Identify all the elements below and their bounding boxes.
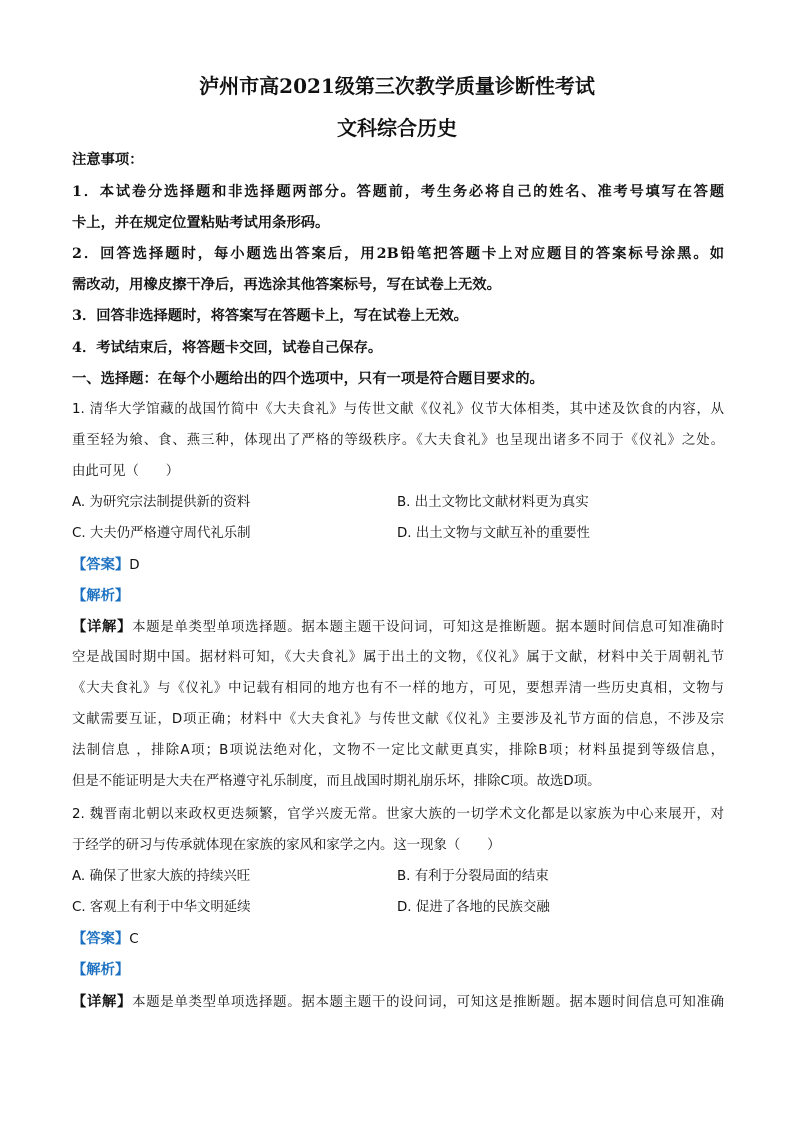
q2-option-b: B. 有利于分裂局面的结束 (397, 869, 549, 884)
answer-tag: 【答案】 (72, 557, 130, 573)
q1-detail-line (72, 617, 724, 638)
detail-text: 本题是单类型单项选择题。据本题主题干的设问词，可知这是推断题。据本题时间信息可知准确 (132, 995, 725, 1010)
q2-answer (72, 929, 724, 950)
q1-detail-line: 《大夫食礼》与《仪礼》中记载有相同的地方也有不一样的地方，可见，要想弄清一些历史真相，文物与 (72, 681, 724, 696)
detail-tag: 【详解】 (72, 619, 133, 635)
q1-detail-line: 文献需要互证，D项正确；材料中《大夫食礼》与传世文献《仪礼》主要涉及礼节方面的信息，不涉及宗 (72, 712, 724, 727)
answer-value: D (129, 558, 140, 573)
q2-option-d: D. 促进了各地的民族交融 (397, 900, 550, 915)
exam-subtitle: 文科综合历史 (337, 116, 457, 140)
q1-detail-line: 但是不能证明是大夫在严格遵守礼乐制度，而且战国时期礼崩乐坏，排除C项。故选D项。 (72, 774, 601, 789)
q1-option-c: C. 大夫仍严格遵守周代礼乐制 (72, 526, 251, 541)
q1-option-a: A. 为研究宗法制提供新的资料 (72, 495, 251, 510)
q1-detail-line: 法制信息 ，排除A项；B项说法绝对化，文物不一定比文献更真实，排除B项；材料虽提到等级信息， (72, 743, 724, 758)
analysis-tag: 【解析】 (72, 962, 130, 978)
answer-tag: 【答案】 (72, 931, 130, 947)
q1-analysis-tag (72, 586, 724, 606)
detail-text: 本题是单类型单项选择题。据本题主题干设问词，可知这是推断题。据本题时间信息可知准确时 (132, 620, 725, 635)
q1-answer (72, 555, 724, 576)
section-heading: 一、选择题：在每个小题给出的四个选项中，只有一项是符合题目要求的。 (72, 371, 544, 387)
notice-line: 1．本试卷分选择题和非选择题两部分。答题前，考生务必将自己的姓名、准考号填写在答题 (72, 184, 724, 200)
exam-title: 泸州市高2021级第三次教学质量诊断性考试 (199, 74, 595, 98)
notice-line: 卡上，并在规定位置粘贴考试用条形码。 (72, 215, 330, 231)
analysis-tag: 【解析】 (72, 588, 130, 604)
q2-detail-line (72, 992, 724, 1013)
q2-stem-line: 2. 魏晋南北朝以来政权更迭频繁，官学兴废无常。世家大族的一切学术文化都是以家族为中心来展开，对 (72, 807, 724, 822)
q1-option-d: D. 出土文物与文献互补的重要性 (397, 526, 590, 541)
notice-line: 4．考试结束后，将答题卡交回，试卷自己保存。 (72, 340, 383, 356)
q1-stem-line: 1. 清华大学馆藏的战国竹简中《大夫食礼》与传世文献《仪礼》仪节大体相类，其中述及饮食的内容，从 (72, 402, 724, 417)
q2-option-a: A. 确保了世家大族的持续兴旺 (72, 869, 251, 884)
q1-stem-line: 由此可见（ ） (72, 464, 180, 479)
answer-value: C (129, 932, 139, 947)
notice-heading: 注意事项： (72, 152, 144, 168)
detail-tag: 【详解】 (72, 994, 133, 1010)
q1-option-b: B. 出土文物比文献材料更为真实 (397, 495, 589, 510)
notice-line: 2．回答选择题时，每小题选出答案后，用2B铅笔把答题卡上对应题目的答案标号涂黑。如 (72, 246, 724, 262)
q2-analysis-tag (72, 960, 724, 980)
q2-stem-line: 于经学的研习与传承就体现在家族的家风和家学之内。这一现象（ ） (72, 838, 501, 853)
q2-option-c: C. 客观上有利于中华文明延续 (72, 900, 251, 915)
notice-line: 3．回答非选择题时，将答案写在答题卡上，写在试卷上无效。 (72, 308, 468, 324)
notice-line: 需改动，用橡皮擦干净后，再选涂其他答案标号，写在试卷上无效。 (72, 277, 501, 293)
q1-stem-line: 重至轻为飨、食、燕三种，体现出了严格的等级秩序。《大夫食礼》也呈现出诸多不同于《仪礼》之处。 (72, 433, 724, 448)
q1-detail-line: 空是战国时期中国。据材料可知，《大夫食礼》属于出土的文物，《仪礼》属于文献，材料中关于周朝礼节 (72, 650, 724, 665)
